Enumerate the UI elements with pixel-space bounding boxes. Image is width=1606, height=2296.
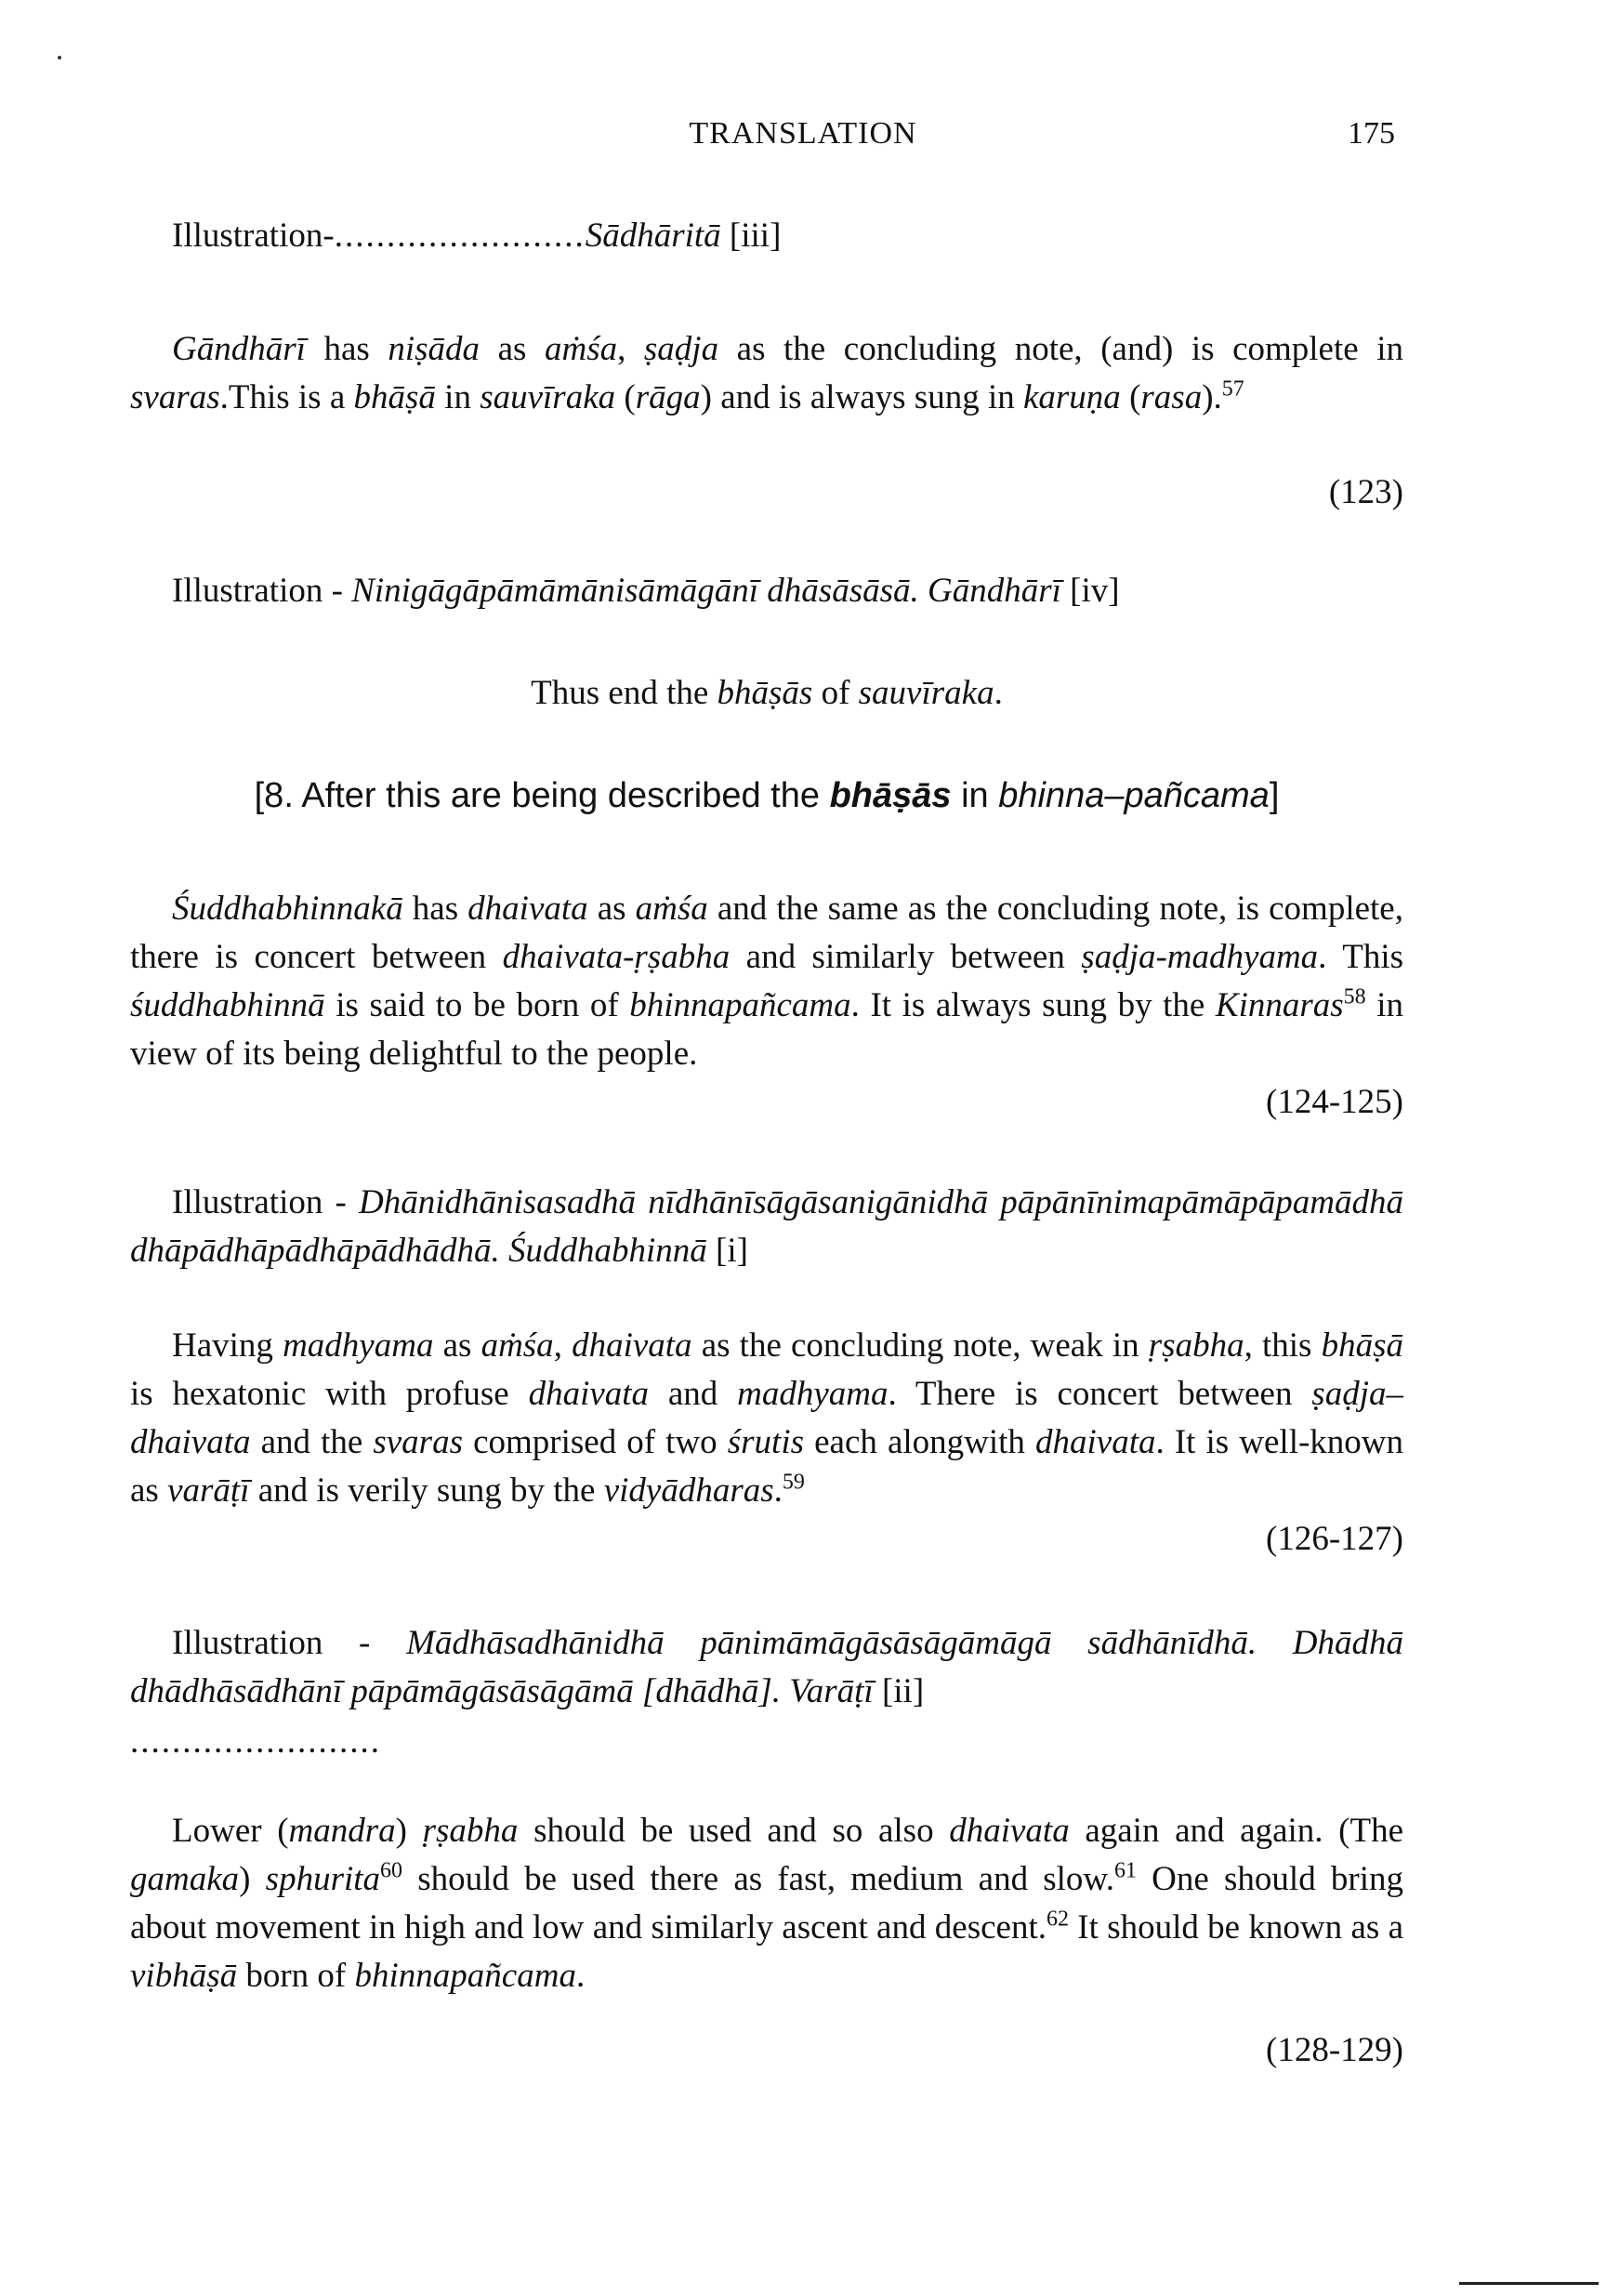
section-heading <box>130 772 1403 820</box>
text: ) <box>239 1860 266 1898</box>
text: ) <box>395 1812 423 1850</box>
text: should be used and so also <box>518 1812 950 1850</box>
illustration-2 <box>130 567 1403 615</box>
footnote-ref: 61 <box>1114 1858 1137 1883</box>
term: śuddhabhinnā <box>130 986 325 1024</box>
term: ṣaḍja-madhyama <box>1081 938 1319 976</box>
text: ) and is always sung in <box>700 378 1023 416</box>
text: again and again. (The <box>1069 1812 1403 1850</box>
scan-speck <box>58 56 61 59</box>
text: .This is a <box>219 378 354 416</box>
text: , this <box>1244 1326 1322 1365</box>
term: karuṇa <box>1022 378 1121 416</box>
term: niṣāda <box>388 330 480 368</box>
verse-number: (124-125) <box>1266 1083 1403 1121</box>
text: . <box>575 1957 586 1995</box>
text: Lower ( <box>172 1812 289 1850</box>
text: [8. After this are being described the <box>254 776 830 815</box>
term: svaras <box>130 378 220 416</box>
term: aṁśa <box>544 330 618 368</box>
term: dhaivata <box>528 1375 650 1413</box>
illustration-4 <box>130 1619 1403 1716</box>
term: ṛṣabha <box>422 1812 519 1850</box>
term: dhaivata <box>1035 1423 1156 1461</box>
text: has <box>402 890 468 928</box>
running-header: TRANSLATION <box>689 116 917 151</box>
term: Kinnaras <box>1215 986 1344 1024</box>
text: Thus end the <box>531 674 717 712</box>
term: vidyādharas <box>603 1471 774 1510</box>
illustration-number: [i] <box>706 1232 748 1270</box>
term: svaras <box>373 1423 463 1461</box>
illustration-label: Illustration- <box>172 217 335 255</box>
text: . <box>773 1471 783 1510</box>
term: dhaivata <box>467 890 588 928</box>
text: ). <box>1202 378 1222 416</box>
text: ( <box>1120 378 1141 416</box>
term: aṁśa <box>480 1326 554 1365</box>
term: sauvīraka <box>858 674 994 712</box>
text: born of <box>237 1957 355 1995</box>
paragraph-suddhabhinnaka <box>130 885 1403 1078</box>
term: ṛṣabha <box>1148 1326 1244 1365</box>
text: in view of its being delightful to the people. <box>130 986 1404 1073</box>
text: and similarly between <box>730 938 1082 976</box>
verse-number: (123) <box>1328 473 1403 511</box>
footnote-ref: 57 <box>1221 376 1244 402</box>
text: each alongwith <box>804 1423 1036 1461</box>
illustration-number: [iii] <box>729 217 782 255</box>
illustration-notation: Dhānidhānisasadhā nīdhānīsāgāsanigānidhā pāpānīnimapāmāpāpamādhā dhāpādhāpādhāpādhādhā. Śuddhabhinnā <box>130 1183 1403 1270</box>
text: . <box>994 674 1003 712</box>
term: ṣaḍja–dhaivata <box>130 1375 1403 1461</box>
text: and the <box>250 1423 374 1461</box>
dotted-leader: ........................ <box>334 217 586 255</box>
section-end-line <box>130 669 1403 718</box>
illustration-label: Illustration - <box>172 1183 359 1221</box>
term: sauvīraka <box>480 378 616 416</box>
term: Śuddhabhinnakā <box>172 890 403 928</box>
text: as <box>433 1326 481 1365</box>
term: Gāndhārī <box>172 330 306 368</box>
page-number: 175 <box>1348 116 1395 151</box>
illustration-number: [iv] <box>1060 572 1120 610</box>
illustration-label: Illustration - <box>172 1624 407 1662</box>
text: in <box>435 378 480 416</box>
text: comprised of two <box>462 1423 728 1461</box>
term: sphurita <box>265 1860 381 1898</box>
term: madhyama <box>283 1326 434 1365</box>
text: It should be known as a <box>1068 1908 1403 1946</box>
text: and is verily sung by the <box>249 1471 604 1510</box>
illustration-name: Sādhāritā <box>585 217 721 255</box>
term: bhinnapañcama <box>354 1957 576 1995</box>
term: bhinnapañcama <box>629 986 851 1024</box>
dotted-leader: ........................ <box>130 1722 381 1761</box>
term: bhinna–pañcama <box>998 776 1270 815</box>
term: rāga <box>635 378 701 416</box>
verse-number: (128-129) <box>1266 2031 1403 2069</box>
term: bhāṣā <box>353 378 436 416</box>
text: and the same as the concluding note, is complete, there is concert between <box>130 890 1403 976</box>
text: in <box>951 776 999 815</box>
illustration-notation: Ninigāgāpāmāmānisāmāgānī dhāsāsāsā. Gāndhārī <box>351 572 1061 610</box>
text: , <box>553 1326 573 1365</box>
text: , <box>617 330 644 368</box>
text: is said to be born of <box>324 986 630 1024</box>
term: dhaivata-ṛṣabha <box>502 938 731 976</box>
term: bhāṣās <box>829 776 952 815</box>
term: vibhāṣā <box>130 1957 238 1995</box>
footnote-ref: 62 <box>1046 1907 1069 1932</box>
illustration-notation: Mādhāsadhānidhā pānimāmāgāsāsāgāmāgā sādhānīdhā. Dhādhā dhādhāsādhānī pāpāmāgāsāsāgāmā [dhādhā]. Varāṭī <box>130 1624 1404 1710</box>
text: as <box>480 330 545 368</box>
text: has <box>305 330 388 368</box>
term: dhaivata <box>572 1326 692 1365</box>
term: gamaka <box>130 1860 240 1898</box>
text: One should bring about movement in high and low and similarly ascent and descent. <box>130 1860 1403 1946</box>
text: is hexatonic with profuse <box>130 1375 529 1413</box>
illustration-1 <box>130 212 1403 260</box>
term: madhyama <box>737 1375 889 1413</box>
text: . There is concert between <box>888 1375 1312 1413</box>
illustration-label: Illustration - <box>172 572 352 610</box>
scan-edge-line <box>1459 2282 1599 2285</box>
term: dhaivata <box>949 1812 1070 1850</box>
text: as the concluding note, (and) is complete in <box>718 330 1404 368</box>
text: . It is always sung by the <box>850 986 1216 1024</box>
text: Having <box>172 1326 283 1365</box>
footnote-ref: 58 <box>1343 984 1366 1009</box>
term: bhāṣās <box>717 674 813 712</box>
term: ṣaḍja <box>643 330 719 368</box>
text: of <box>812 674 859 712</box>
illustration-number: [ii] <box>873 1672 925 1710</box>
verse-number: (126-127) <box>1266 1520 1403 1558</box>
footnote-ref: 59 <box>782 1470 805 1495</box>
term: śrutis <box>727 1423 805 1461</box>
term: mandra <box>288 1812 396 1850</box>
text: ] <box>1269 776 1280 815</box>
paragraph-varati <box>130 1322 1403 1515</box>
footnote-ref: 60 <box>380 1858 403 1883</box>
text: as <box>587 890 636 928</box>
text: . This <box>1318 938 1403 976</box>
text: should be used there as fast, medium and slow. <box>402 1860 1114 1898</box>
term: varāṭī <box>167 1471 250 1510</box>
paragraph-gandhari <box>130 325 1403 422</box>
text: ( <box>615 378 636 416</box>
term: aṁśa <box>635 890 708 928</box>
text: as the concluding note, weak in <box>691 1326 1149 1365</box>
term: bhāṣā <box>1321 1326 1403 1365</box>
term: rasa <box>1140 378 1203 416</box>
paragraph-vibhasa <box>130 1807 1403 2000</box>
text: . It is well-known as <box>130 1423 1404 1510</box>
illustration-3 <box>130 1179 1403 1275</box>
text: and <box>649 1375 738 1413</box>
